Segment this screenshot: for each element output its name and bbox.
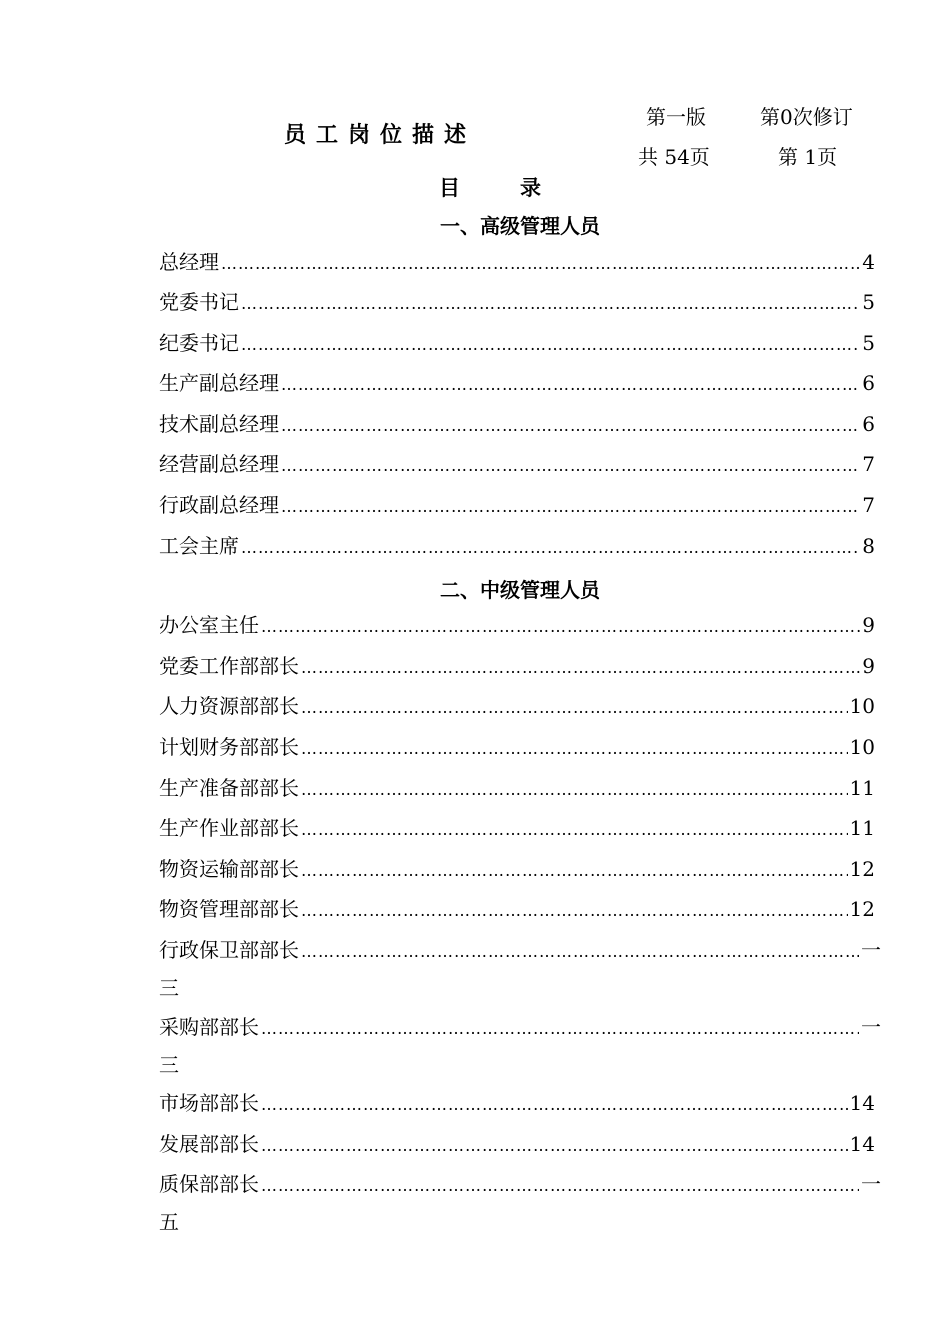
dot-leader: [301, 734, 848, 764]
toc-entry-label: 计划财务部部长: [159, 735, 299, 759]
toc-entry-page: 7: [862, 452, 875, 476]
toc-entry-label: 物资管理部部长: [159, 897, 299, 921]
dot-leader: [261, 1131, 848, 1161]
page-number-label: 第 1页: [778, 145, 838, 169]
toc-entry-page: 6: [862, 412, 875, 436]
toc-entry-label: 党委书记: [159, 290, 239, 314]
toc-entry[interactable]: [159, 449, 875, 479]
toc-entry-label: 发展部部长: [159, 1132, 259, 1156]
dot-leader: [301, 896, 848, 926]
toc-entry[interactable]: [159, 854, 875, 884]
dot-leader: [301, 937, 859, 967]
dot-leader: [301, 856, 848, 886]
toc-entry[interactable]: [159, 691, 875, 721]
edition-label: 第一版: [646, 105, 706, 129]
toc-entry-label: 质保部部长: [159, 1172, 259, 1196]
toc-entry-page: 6: [862, 371, 875, 395]
toc-entry[interactable]: [159, 651, 875, 681]
dot-leader: [301, 693, 848, 723]
toc-entry-page: 10: [849, 735, 875, 759]
dot-leader: [261, 1090, 848, 1120]
toc-entry[interactable]: [159, 368, 875, 398]
toc-entry-page-continued: 三: [159, 1053, 179, 1077]
toc-entry[interactable]: [159, 1088, 875, 1118]
dot-leader: [281, 411, 860, 441]
toc-entry-label: 市场部部长: [159, 1091, 259, 1115]
toc-entry-label: 物资运输部部长: [159, 857, 299, 881]
toc-entry-label: 行政保卫部部长: [159, 938, 299, 962]
toc-entry[interactable]: [159, 813, 875, 843]
toc-entry-label: 办公室主任: [159, 613, 259, 637]
toc-entry-label: 人力资源部部长: [159, 694, 299, 718]
dot-leader: [261, 1171, 859, 1201]
toc-entry-page: 5: [862, 290, 875, 314]
section-heading-middle: 二、中级管理人员: [440, 578, 600, 602]
toc-entry-label: 生产准备部部长: [159, 776, 299, 800]
dot-leader: [261, 1014, 859, 1044]
document-title: 员工岗位描述: [284, 122, 477, 148]
toc-entry-page-continued: 五: [159, 1210, 179, 1234]
toc-entry[interactable]: [159, 409, 875, 439]
dot-leader: [301, 653, 860, 683]
dot-leader: [281, 492, 860, 522]
dot-leader: [221, 249, 860, 279]
toc-entry[interactable]: [159, 287, 875, 317]
dot-leader: [261, 612, 860, 642]
toc-entry-page: 14: [849, 1132, 875, 1156]
dot-leader: [281, 370, 860, 400]
toc-entry[interactable]: [159, 1012, 881, 1042]
toc-entry-page: 9: [862, 654, 875, 678]
toc-entry-label: 生产副总经理: [159, 371, 279, 395]
toc-entry-label: 经营副总经理: [159, 452, 279, 476]
toc-entry[interactable]: [159, 894, 875, 924]
toc-entry-label: 技术副总经理: [159, 412, 279, 436]
toc-entry-label: 行政副总经理: [159, 493, 279, 517]
toc-entry-page: 一: [861, 1172, 881, 1196]
dot-leader: [241, 289, 860, 319]
toc-entry-label: 纪委书记: [159, 331, 239, 355]
dot-leader: [241, 533, 860, 563]
toc-entry-label: 采购部部长: [159, 1015, 259, 1039]
section-heading-senior: 一、高级管理人员: [440, 214, 600, 238]
toc-entry[interactable]: [159, 773, 875, 803]
toc-entry-page-continued: 三: [159, 976, 179, 1000]
toc-entry-page: 12: [849, 857, 875, 881]
toc-entry-page: 10: [849, 694, 875, 718]
toc-entry-page: 12: [849, 897, 875, 921]
toc-entry-page: 11: [849, 816, 875, 840]
toc-entry-page: 11: [849, 776, 875, 800]
dot-leader: [301, 815, 848, 845]
revision-label: 第0次修订: [760, 105, 853, 129]
toc-entry[interactable]: [159, 610, 875, 640]
toc-entry-page: 8: [862, 534, 875, 558]
toc-entry-label: 工会主席: [159, 534, 239, 558]
toc-entry[interactable]: [159, 1169, 881, 1199]
toc-entry-page: 7: [862, 493, 875, 517]
toc-entry[interactable]: [159, 490, 875, 520]
toc-entry-page: 14: [849, 1091, 875, 1115]
toc-entry-label: 生产作业部部长: [159, 816, 299, 840]
toc-entry[interactable]: [159, 247, 875, 277]
toc-entry-page: 一: [861, 1015, 881, 1039]
toc-entry-page: 5: [862, 331, 875, 355]
dot-leader: [241, 330, 860, 360]
toc-entry-label: 党委工作部部长: [159, 654, 299, 678]
toc-entry[interactable]: [159, 935, 881, 965]
dot-leader: [281, 451, 860, 481]
toc-entry[interactable]: [159, 1129, 875, 1159]
total-pages-label: 共 54页: [638, 145, 710, 169]
toc-entry-page: 9: [862, 613, 875, 637]
toc-heading: 目录: [439, 175, 601, 200]
toc-entry[interactable]: [159, 732, 875, 762]
toc-entry[interactable]: [159, 531, 875, 561]
toc-entry-page: 4: [862, 250, 875, 274]
toc-entry[interactable]: [159, 328, 875, 358]
dot-leader: [301, 775, 848, 805]
toc-entry-label: 总经理: [159, 250, 219, 274]
toc-entry-page: 一: [861, 938, 881, 962]
